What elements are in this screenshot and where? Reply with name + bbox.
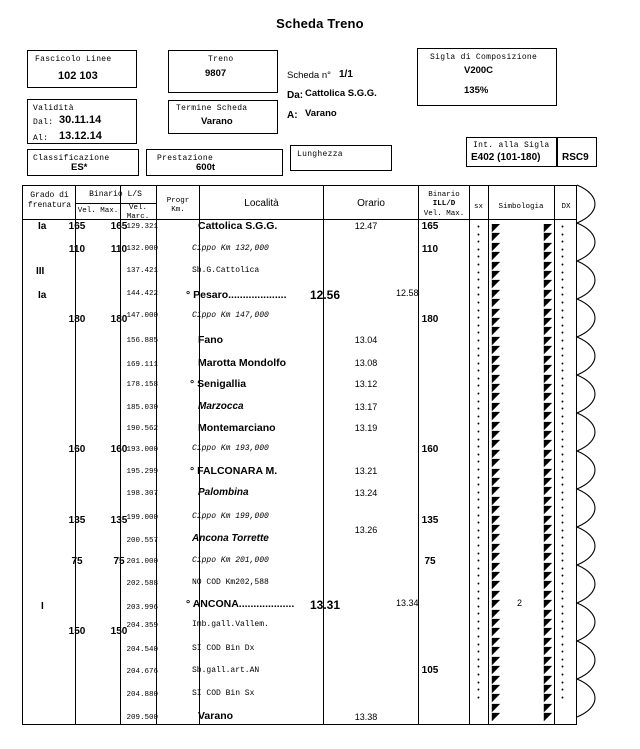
row-localita-10: Cippo Km 193,000 <box>192 444 269 453</box>
row-velmarc-13: 135 <box>110 515 128 526</box>
row-illd-20: 105 <box>421 665 439 676</box>
row-progr-12: 198.307 <box>126 490 158 498</box>
validita-dal-label: Dal: <box>33 118 54 127</box>
da-label: Da: <box>287 90 304 101</box>
int-alla-sigla-label: Int. alla Sigla <box>473 141 550 150</box>
row-progr-6: 169.111 <box>126 361 158 369</box>
row-orario-big-3: 12.56 <box>310 288 341 302</box>
row-velmax-10: 160 <box>68 444 86 455</box>
row-illd-10: 160 <box>421 444 439 455</box>
row-localita-20: Sb.gall.art.AN <box>192 666 260 675</box>
row-velmarc-1: 110 <box>110 244 128 255</box>
prestazione-value: 600t <box>196 162 216 173</box>
row-progr-10: 193.000 <box>126 446 158 454</box>
row-velmarc-18: 150 <box>110 626 128 637</box>
validita-al-label: Al: <box>33 134 49 143</box>
validita-al-value: 13.12.14 <box>59 130 102 142</box>
dx-arrow-column: ◤ ◤ ◤ ◤ ◤ ◤ ◤ ◤ ◤ ◤ ◤ ◤ ◤ ◤ ◤ ◤ ◤ ◤ ◤ ◤ ◤ ◤ ◤ ◤ ◤ ◤ ◤ ◤ ◤ ◤ ◤ ◤ ◤ ◤ ◤ ◤ ◤ ◤ ◤ ◤ ◤ ◤ ◤ ◤ ◤ ◤ ◤ ◤ ◤ ◤ ◤ ◤ ◤ <box>543 224 553 722</box>
validita-label: Validità <box>33 104 74 113</box>
row-grado-2: III <box>36 266 45 277</box>
row-localita-16: NO COD Km202,588 <box>192 578 269 587</box>
row-grado-0: Ia <box>38 221 47 232</box>
sx-arrow-column: ◤ ◤ ◤ ◤ ◤ ◤ ◤ ◤ ◤ ◤ ◤ ◤ ◤ ◤ ◤ ◤ ◤ ◤ ◤ ◤ ◤ ◤ ◤ ◤ ◤ ◤ ◤ ◤ ◤ ◤ ◤ ◤ ◤ ◤ ◤ ◤ ◤ ◤ ◤ ◤ ◤ ◤ ◤ ◤ ◤ ◤ ◤ ◤ ◤ ◤ ◤ ◤ ◤ <box>491 224 501 722</box>
row-localita-19: SI COD Bin Dx <box>192 644 255 653</box>
row-localita-3: ° Pesaro.................... <box>186 289 287 301</box>
row-orario-6: 13.08 <box>354 358 378 368</box>
hdr-vel-marc: Vel. Marc. <box>126 204 150 222</box>
col-sep-velmax <box>120 186 121 724</box>
simbologia-mark-ancona: 2 <box>517 598 523 608</box>
col-sep-orario <box>418 186 419 724</box>
sigla-composizione-percent: 135% <box>464 85 489 96</box>
row-illd-15: 75 <box>424 556 436 567</box>
row-velmax-15: 75 <box>71 556 83 567</box>
row-localita-8: Marzocca <box>198 401 244 412</box>
row-velmax-0: 165 <box>68 221 86 232</box>
col-sep-illd <box>469 186 470 724</box>
row-localita-5: Fano <box>198 334 224 346</box>
row-localita-17: ° ANCONA................... <box>186 598 295 610</box>
row-progr-17: 203.996 <box>126 604 158 612</box>
validita-dal-value: 30.11.14 <box>59 114 102 126</box>
row-orario-9: 13.19 <box>354 423 378 433</box>
row-velmarc-4: 180 <box>110 314 128 325</box>
row-orario-14: 13.26 <box>354 525 378 535</box>
row-progr-13: 199.000 <box>126 514 158 522</box>
classificazione-value: ES* <box>71 162 88 173</box>
rsc-code-value: RSC9 <box>562 152 589 163</box>
row-orario-17: 13.34 <box>396 598 419 608</box>
row-progr-4: 147.000 <box>126 312 158 320</box>
prestazione-label: Prestazione <box>157 154 214 163</box>
fascicolo-linee-label: Fascicolo Linee <box>35 55 112 64</box>
row-progr-20: 204.676 <box>126 668 158 676</box>
hdr-binario-ls: Binario L/S <box>89 190 142 199</box>
row-progr-3: 144.422 <box>126 290 158 298</box>
row-illd-13: 135 <box>421 515 439 526</box>
row-progr-8: 185.030 <box>126 404 158 412</box>
row-localita-22: Varano <box>198 710 234 722</box>
hdr-binario-illd: Binario ILL/D Vel. Max. <box>423 191 465 218</box>
row-localita-14: Ancona Torrette <box>192 533 269 544</box>
header-sep <box>23 219 576 220</box>
row-velmax-18: 150 <box>68 626 86 637</box>
row-localita-18: Imb.gall.Vallem. <box>192 620 269 629</box>
sigla-composizione-label: Sigla di Composizione <box>430 53 538 62</box>
termine-scheda-value: Varano <box>201 116 233 127</box>
page-title: Scheda Treno <box>276 16 364 31</box>
hdr-simbologia: Simbologia <box>498 203 544 211</box>
row-illd-4: 180 <box>421 314 439 325</box>
row-progr-21: 204.880 <box>126 691 158 699</box>
row-progr-2: 137.421 <box>126 267 158 275</box>
treno-value: 9807 <box>205 68 227 79</box>
row-illd-0: 165 <box>421 221 439 232</box>
schedule-table <box>22 185 577 725</box>
hdr-grado: Grado di frenatura <box>27 191 72 210</box>
row-grado-3: Ia <box>38 290 47 301</box>
scheda-n-value: 1/1 <box>339 69 353 80</box>
a-label: A: <box>287 110 298 121</box>
row-velmax-13: 135 <box>68 515 86 526</box>
row-progr-18: 204.359 <box>126 622 158 630</box>
int-alla-sigla-value: E402 (101-180) <box>471 152 541 163</box>
hdr-localita: Località <box>244 198 279 209</box>
row-progr-1: 132.000 <box>126 245 158 253</box>
row-progr-16: 202.588 <box>126 580 158 588</box>
row-velmax-4: 180 <box>68 314 86 325</box>
row-orario-11: 13.21 <box>354 466 378 476</box>
row-orario-3: 12.58 <box>396 288 419 298</box>
a-value: Varano <box>305 108 337 119</box>
row-velmarc-0: 165 <box>110 221 128 232</box>
row-orario-8: 13.17 <box>354 402 378 412</box>
hdr-progr: Progr Km. <box>166 197 190 215</box>
row-grado-17: I <box>41 601 44 612</box>
col-sep-sx <box>488 186 489 724</box>
sx-dot-column: • • • • • • • • • • • • • • • • • • • • • • • • • • • • • • • • • • • • • • • • • • • • • • • • • • • • • • • • • • • • • • • <box>477 224 480 702</box>
row-localita-13: Cippo Km 199,000 <box>192 512 269 521</box>
row-localita-1: Cippo Km 132,000 <box>192 244 269 253</box>
row-localita-6: Marotta Mondolfo <box>198 357 287 369</box>
row-progr-9: 190.562 <box>126 425 158 433</box>
row-localita-9: Montemarciano <box>198 422 276 434</box>
dx-dot-column: • • • • • • • • • • • • • • • • • • • • • • • • • • • • • • • • • • • • • • • • • • • • • • • • • • • • • • • • • • • • • • • <box>561 224 564 702</box>
hdr-sx: sx <box>473 203 483 211</box>
col-sep-localita <box>323 186 324 724</box>
row-progr-19: 204.540 <box>126 646 158 654</box>
row-velmarc-10: 160 <box>110 444 128 455</box>
row-localita-12: Palombina <box>198 487 249 498</box>
row-velmarc-15: 75 <box>113 556 125 567</box>
row-progr-22: 209.500 <box>126 714 158 722</box>
scheda-n-label: Scheda n° <box>287 70 331 81</box>
row-localita-15: Cippo Km 201,000 <box>192 556 269 565</box>
hdr-dx: DX <box>561 203 571 211</box>
sigla-composizione-value: V200C <box>464 65 494 76</box>
row-localita-11: ° FALCONARA M. <box>190 465 278 477</box>
termine-scheda-label: Termine Scheda <box>176 104 248 113</box>
treno-label: Treno <box>208 55 234 64</box>
row-progr-5: 156.885 <box>126 337 158 345</box>
row-orario-7: 13.12 <box>354 379 378 389</box>
row-orario-22: 13.38 <box>354 712 378 722</box>
da-value: Cattolica S.G.G. <box>305 88 377 99</box>
row-orario-12: 13.24 <box>354 488 378 498</box>
row-localita-4: Cippo Km 147,000 <box>192 311 269 320</box>
col-sep-grado <box>75 186 76 724</box>
row-progr-7: 178.158 <box>126 381 158 389</box>
classificazione-label: Classificazione <box>33 154 110 163</box>
torn-edge-decoration <box>575 183 635 728</box>
fascicolo-linee-value: 102 103 <box>58 70 98 82</box>
hdr-vel-max: Vel. Max. <box>77 207 119 215</box>
lunghezza-label: Lunghezza <box>297 150 343 159</box>
row-localita-0: Cattolica S.G.G. <box>198 220 278 232</box>
row-progr-11: 195.299 <box>126 468 158 476</box>
row-velmax-1: 110 <box>68 244 86 255</box>
row-orario-big-17: 13.31 <box>310 598 341 612</box>
row-progr-14: 200.557 <box>126 537 158 545</box>
col-sep-simbologia <box>554 186 555 724</box>
row-localita-21: SI COD Bin Sx <box>192 689 255 698</box>
row-localita-2: Sb.G.Cattolica <box>192 266 260 275</box>
row-localita-7: ° Senigallia <box>190 378 247 390</box>
row-orario-5: 13.04 <box>354 335 378 345</box>
row-progr-15: 201.000 <box>126 558 158 566</box>
row-orario-0: 12.47 <box>354 221 378 231</box>
hdr-orario: Orario <box>357 198 385 209</box>
row-illd-1: 110 <box>421 244 439 255</box>
row-progr-0: 129.321 <box>126 223 158 231</box>
